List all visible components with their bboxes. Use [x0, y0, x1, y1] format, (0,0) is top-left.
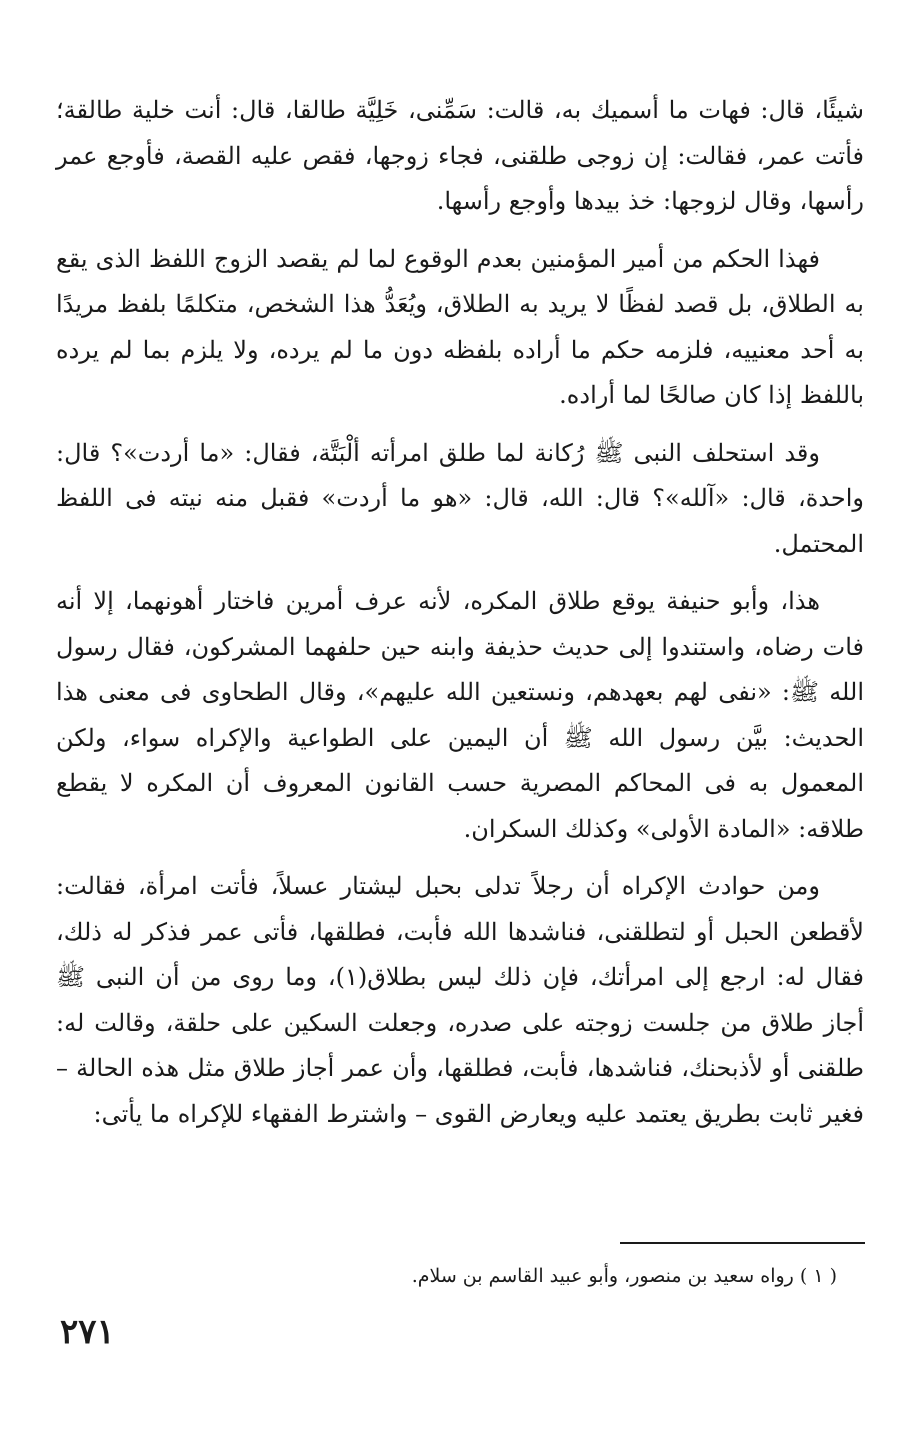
paragraph-2: فهذا الحكم من أمير المؤمنين بعدم الوقوع لما لم يقصد الزوج اللفظ الذى يقع به الطلاق، بل قصد لفظًا لا يريد به الطلاق، ويُعَدُّ هذا الشخص، متكلمًا بلفظ مريدًا به أحد معنييه، فلزمه حكم ما أراده بلفظه دون ما لم يرده، ولا يلزم بما لم يرده باللفظ إذا كان صالحًا لما أراده.: [56, 244, 864, 409]
page-number: ٢٧١: [60, 1312, 115, 1352]
footnote: ( ١ ) رواه سعيد بن منصور، وأبو عبيد القاسم بن سلام.: [411, 1265, 837, 1287]
paragraph-4: هذا، وأبو حنيفة يوقع طلاق المكره، لأنه عرف أمرين فاختار أهونهما، إلا أنه فات رضاه، واستندوا إلى حديث حذيفة وابنه حين حلفهما المشركون، فقال رسول الله ﷺ: «نفى لهم بعهدهم، ونستعين الله عليهم»، وقال الطحاوى فى معنى هذا الحديث: بيَّن رسول الله ﷺ أن اليمين على الطواعية والإكراه سواء، ولكن المعمول به فى المحاكم المصرية حسب القانون المعروف أن المكره لا يقطع طلاقه: «المادة الأولى» وكذلك السكران.: [56, 587, 864, 843]
page-body: [56, 88, 864, 1149]
paragraph-3: وقد استحلف النبى ﷺ رُكانة لما طلق امرأته ألْبَتَّة، فقال: «ما أردت»؟ قال: واحدة، قال: «آلله»؟ قال: الله، قال: «هو ما أردت» فقبل منه نيته فى اللفظ المحتمل.: [56, 438, 864, 558]
footnote-divider: [620, 1242, 865, 1244]
paragraph-5: ومن حوادث الإكراه أن رجلاً تدلى بحبل ليشتار عسلاً، فأتت امرأة، فقالت: لأقطعن الحبل أو لتطلقنى، فناشدها الله فأبت، فطلقها، فأتى عمر فذكر له ذلك، فقال له: ارجع إلى امرأتك، فإن ذلك ليس بطلاق(١)، وما روى من أن النبى ﷺ أجاز طلاق من جلست زوجته على صدره، وجعلت السكين على حلقة، وقالت له: طلقنى أو لأذبحنك، فناشدها، فأبت، فطلقها، وأن عمر أجاز طلاق مثل هذه الحالة – فغير ثابت بطريق يعتمد عليه ويعارض القوى – واشترط الفقهاء للإكراه ما يأتى:: [56, 872, 865, 1128]
paragraph-1: شيئًا، قال: فهات ما أسميك به، قالت: سَمِّنى، خَلِيَّة طالقا، قال: أنت خلية طالقة؛ فأتت عمر، فقالت: إن زوجى طلقنى، فجاء زوجها، فقص عليه القصة، فأوجع عمر رأسها، وقال لزوجها: خذ بيدها وأوجع رأسها.: [56, 96, 864, 215]
